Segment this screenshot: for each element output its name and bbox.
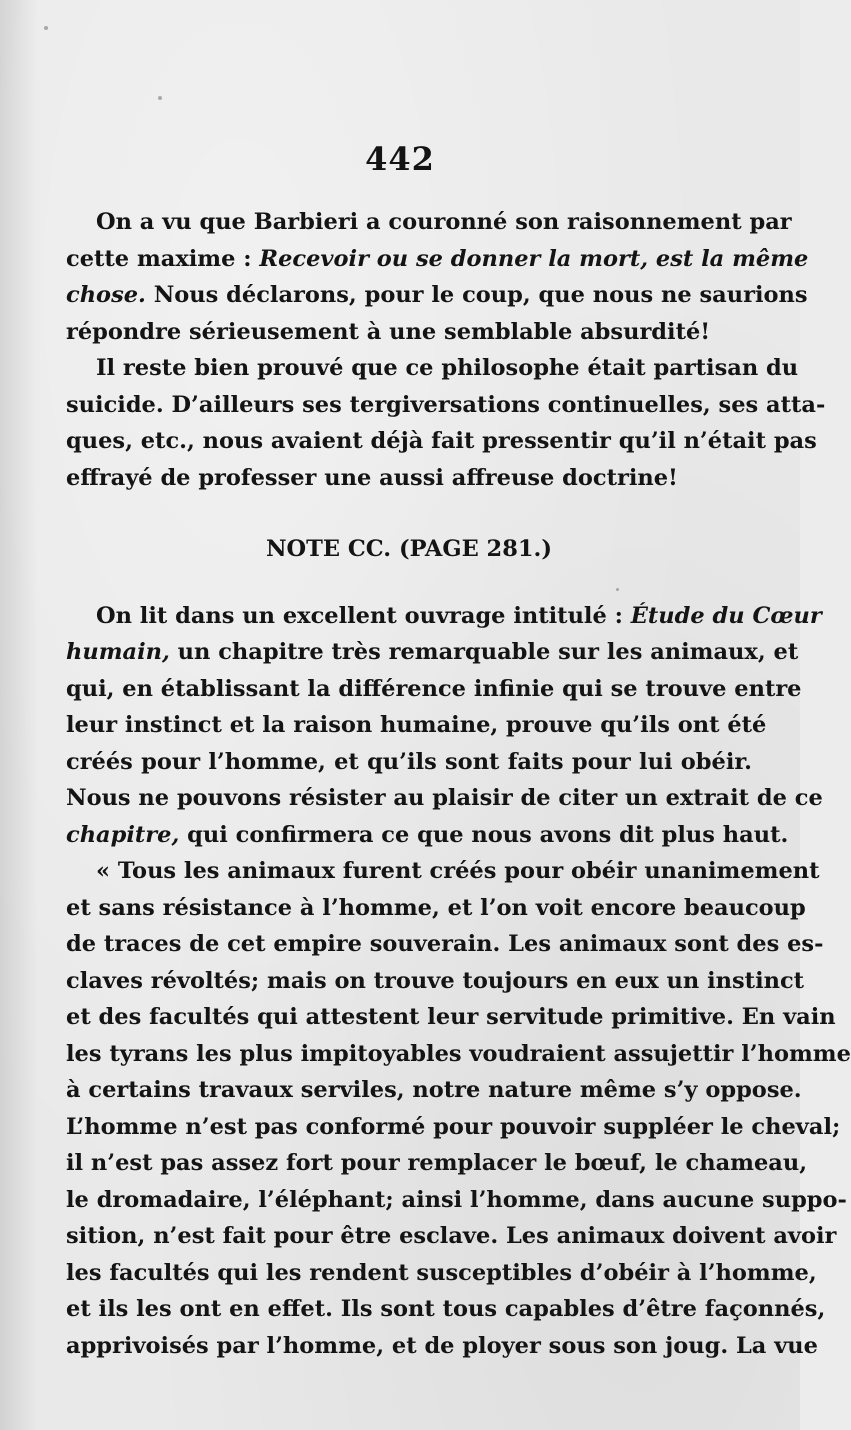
text-line bbox=[66, 1218, 837, 1255]
text-line bbox=[66, 780, 823, 817]
text-line bbox=[66, 1182, 847, 1219]
italic-text-run: Recevoir ou se donner la mort, est la même bbox=[259, 245, 809, 272]
text-run: il n’est pas assez fort pour remplacer le bœuf, le chameau, bbox=[66, 1150, 808, 1176]
text-run: L’homme n’est pas conformé pour pouvoir suppléer le cheval; bbox=[66, 1113, 841, 1140]
text-line bbox=[66, 277, 808, 314]
text-line bbox=[66, 890, 806, 927]
text-run: les facultés qui les rendent susceptibles d’obéir à l’homme, bbox=[66, 1259, 817, 1286]
paper-speck bbox=[44, 26, 48, 30]
text-run: leur instinct et la raison humaine, prouve qu’ils ont été bbox=[66, 712, 767, 738]
text-run: les tyrans les plus impitoyables voudraient assujettir l’homme bbox=[66, 1040, 851, 1067]
page-number: 442 bbox=[365, 140, 435, 178]
text-line bbox=[66, 460, 752, 497]
italic-text-run: chapitre, bbox=[66, 821, 180, 848]
text-run: un chapitre très remarquable sur les animaux, et bbox=[169, 639, 799, 665]
text-run: qui, en établissant la différence infinie qui se trouve entre bbox=[66, 675, 802, 702]
text-run: qui confirmera ce que nous avons dit plus haut. bbox=[179, 821, 789, 848]
text-line bbox=[66, 350, 799, 387]
text-line bbox=[66, 963, 805, 1000]
text-run: On a vu que Barbieri a couronné son raisonnement par bbox=[96, 209, 792, 235]
text-run: effrayé de professer une aussi affreuse doctrine! bbox=[66, 464, 678, 491]
text-line bbox=[66, 387, 826, 424]
text-line bbox=[66, 999, 836, 1036]
text-line bbox=[66, 1036, 851, 1073]
text-line bbox=[66, 1328, 818, 1365]
text-line bbox=[66, 634, 799, 671]
note-heading: NOTE CC. (PAGE 281.) bbox=[265, 536, 552, 562]
text-line bbox=[66, 1145, 808, 1182]
text-line bbox=[66, 1109, 841, 1146]
text-run: cette maxime : bbox=[66, 245, 260, 272]
italic-text-run: Étude du Cœur bbox=[630, 602, 822, 629]
paragraph bbox=[66, 853, 851, 1364]
text-run: ques, etc., nous avaient déjà fait pressentir qu’il n’était pas bbox=[66, 428, 817, 454]
text-run: et sans résistance à l’homme, et l’on voit encore beaucoup bbox=[66, 894, 806, 921]
text-run: On lit dans un excellent ouvrage intitulé : bbox=[96, 602, 631, 629]
text-line bbox=[66, 926, 824, 963]
text-line bbox=[66, 707, 767, 744]
text-run: le dromadaire, l’éléphant; ainsi l’homme, dans aucune suppo- bbox=[66, 1186, 847, 1213]
text-run: Nous déclarons, pour le coup, que nous ne saurions bbox=[145, 282, 808, 308]
text-run: suicide. D’ailleurs ses tergiversations continuelles, ses atta- bbox=[66, 391, 826, 418]
text-run: Nous ne pouvons résister au plaisir de citer un extrait de ce bbox=[66, 785, 823, 811]
text-run: à certains travaux serviles, notre nature même s’y oppose. bbox=[66, 1077, 802, 1103]
text-line bbox=[66, 241, 809, 278]
text-line bbox=[66, 204, 792, 241]
text-run: apprivoisés par l’homme, et de ployer sous son joug. La vue bbox=[66, 1332, 818, 1359]
body-text bbox=[66, 204, 851, 1364]
text-run: créés pour l’homme, et qu’ils sont faits pour lui obéir. bbox=[66, 748, 752, 775]
text-line bbox=[66, 817, 789, 854]
italic-text-run: humain, bbox=[66, 639, 170, 665]
text-line bbox=[66, 598, 822, 635]
text-line bbox=[66, 1291, 826, 1328]
paper-speck bbox=[158, 96, 162, 100]
text-run: sition, n’est fait pour être esclave. Les animaux doivent avoir bbox=[66, 1223, 837, 1249]
text-line bbox=[66, 853, 820, 890]
text-run: répondre sérieusement à une semblable absurdité! bbox=[66, 318, 711, 345]
text-line bbox=[66, 1072, 802, 1109]
text-line bbox=[66, 1255, 817, 1292]
text-run: de traces de cet empire souverain. Les animaux sont des es- bbox=[66, 931, 824, 957]
text-run: et ils les ont en effet. Ils sont tous capables d’être façonnés, bbox=[66, 1296, 826, 1322]
text-run: claves révoltés; mais on trouve toujours en eux un instinct bbox=[66, 967, 805, 994]
paragraph bbox=[66, 204, 809, 350]
text-line bbox=[66, 423, 817, 460]
binding-shadow bbox=[0, 0, 38, 1430]
paragraph bbox=[66, 598, 823, 854]
text-line bbox=[66, 314, 752, 351]
text-run: Il reste bien prouvé que ce philosophe était partisan du bbox=[96, 355, 799, 381]
text-line bbox=[66, 671, 802, 708]
text-line bbox=[66, 744, 752, 781]
text-run: « Tous les animaux furent créés pour obéir unanimement bbox=[96, 858, 820, 884]
text-run: et des facultés qui attestent leur servitude primitive. En vain bbox=[66, 1004, 836, 1030]
paragraph bbox=[66, 350, 826, 496]
italic-text-run: chose. bbox=[66, 282, 146, 308]
